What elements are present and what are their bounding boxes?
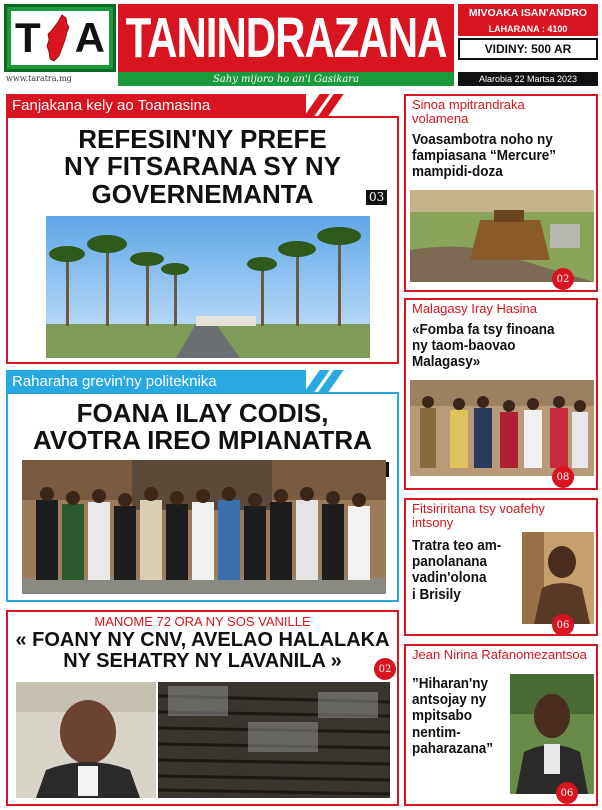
slogan-bar [118, 72, 454, 86]
side-label: Malagasy Iray Hasina [412, 301, 537, 316]
newspaper-title: TANINDRAZANA [125, 5, 447, 70]
slogan: Sahy mijoro ho an'i Gasikara [212, 73, 360, 85]
side-story-tradition[interactable] [404, 298, 598, 490]
site-url[interactable]: www.taratra.mg [6, 74, 72, 83]
headline[interactable]: FOANA ILAY CODIS, AVOTRA IREO MPIANATRA [33, 398, 372, 456]
side-label: Fitsiriritana tsy voafehy intsony [412, 501, 545, 531]
side-label: Jean Nirina Rafanomezantsoa [412, 647, 587, 662]
issue-number: LAHARANA : 4100 [458, 22, 598, 36]
students-group-photo [22, 460, 386, 594]
issue-date: Alarobia 22 Martsa 2023 [458, 72, 598, 86]
speaker-portrait-photo [16, 682, 156, 798]
story-card-prefect[interactable] [6, 116, 399, 364]
madagascar-map-icon [45, 14, 71, 62]
page-number-badge: 06 [552, 614, 574, 636]
side-headline[interactable]: «Fomba fa tsy finoana ny taom-baovao Malagasy» [412, 321, 555, 371]
section-label-politics [6, 94, 306, 116]
section-label-text: Fanjakana kely ao Toamasina [12, 96, 211, 114]
headline[interactable]: REFESIN'NY PREFE NY FITSARANA SY NY GOVERNEMANTA [64, 124, 341, 209]
brand-bar [118, 4, 454, 72]
side-story-healers[interactable] [404, 644, 598, 806]
logo-letter-t: T [15, 14, 41, 61]
logo-letter-a: A [74, 14, 105, 61]
section-label-education [6, 370, 306, 392]
publication-frequency: MIVOAKA ISAN'ANDRO [458, 4, 598, 22]
section-label-vanilla: MANOME 72 ORA NY SOS VANILLE [94, 614, 311, 629]
story-card-vanilla[interactable] [6, 610, 399, 806]
masthead [4, 4, 598, 86]
issue-info [458, 4, 598, 86]
page-number-badge: 06 [556, 782, 578, 804]
side-story-mining[interactable] [404, 94, 598, 292]
page-number-badge: 08 [552, 466, 574, 488]
side-headline[interactable]: Voasambotra noho ny fampiasana “Mercure” mampidi-doza [412, 131, 557, 181]
side-story-brisily[interactable] [404, 498, 598, 636]
official-portrait-photo [510, 674, 594, 794]
newspaper-logo[interactable] [4, 4, 116, 72]
page-number-badge: 02 [374, 658, 396, 680]
side-label: Sinoa mpitrandraka volamena [412, 97, 525, 127]
man-portrait-photo [522, 532, 594, 624]
ceremony-photo [410, 380, 594, 476]
side-headline[interactable]: ”Hiharan'ny antsojay ny mpitsabo nentim- paharazana” [412, 675, 494, 757]
headline[interactable]: « FOANY NY CNV, AVELAO HALALAKA NY SEHATRY NY LAVANILA » [15, 629, 390, 672]
side-headline[interactable]: Tratra teo am- panolanana vadin'olona i Brisily [412, 537, 502, 603]
section-label-text: Raharaha grevin'ny politeknika [12, 372, 217, 390]
page-number-badge: 02 [552, 268, 574, 290]
vanilla-photo [158, 682, 390, 798]
story-card-polytechnic[interactable] [6, 392, 399, 602]
price: VIDINY: 500 AR [458, 38, 598, 60]
palm-boulevard-photo [46, 216, 370, 358]
page-number: 03 [366, 190, 387, 205]
